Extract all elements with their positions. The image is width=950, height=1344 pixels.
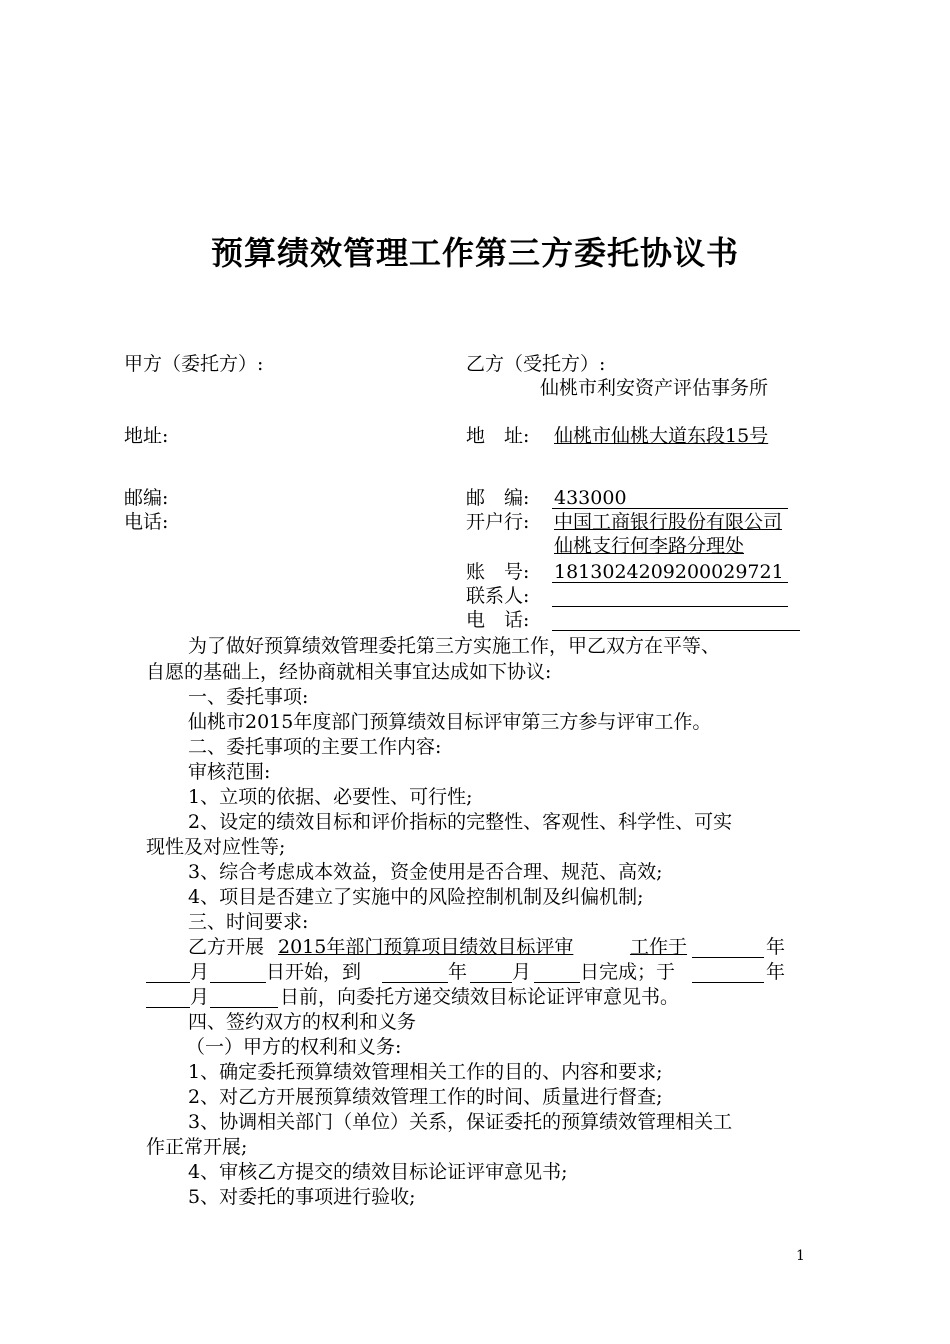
party-b-contact-label: 联系人: xyxy=(466,585,530,607)
section-1-text: 仙桃市2015年度部门预算绩效目标评审第三方参与评审工作。 xyxy=(188,711,712,733)
section-4-item-4: 4、审核乙方提交的绩效目标论证评审意见书; xyxy=(188,1161,568,1183)
blank-year-3 xyxy=(692,982,764,983)
time-line-1-work: 工作于 xyxy=(630,936,688,958)
time-day-start: 日开始，到 xyxy=(266,961,362,983)
blank-month-2 xyxy=(470,982,512,983)
time-line-1-start: 乙方开展 xyxy=(188,936,265,958)
party-b-address-value: 仙桃市仙桃大道东段15号 xyxy=(554,425,769,447)
party-b-bank-value-1: 中国工商银行股份有限公司 xyxy=(554,511,783,533)
section-2-item-2-line-1: 2、设定的绩效目标和评价指标的完整性、客观性、科学性、可实 xyxy=(188,811,733,833)
section-4-sub-1: （一）甲方的权利和义务: xyxy=(186,1036,402,1058)
time-month-1: 月 xyxy=(190,961,210,983)
party-b-postcode-value: 433000 xyxy=(554,487,627,509)
section-4-item-2: 2、对乙方开展预算绩效管理工作的时间、质量进行督查; xyxy=(188,1086,663,1108)
party-b-name: 仙桃市利安资产评估事务所 xyxy=(540,377,769,399)
blank-day-2 xyxy=(534,982,580,983)
blank-day-1 xyxy=(210,982,266,983)
page-number: 1 xyxy=(796,1248,805,1264)
contact-blank-line xyxy=(552,606,788,607)
section-1-title: 一、委托事项: xyxy=(188,686,309,708)
time-line-3-end: 日前，向委托方递交绩效目标论证评审意见书。 xyxy=(280,986,680,1008)
postcode-underline xyxy=(552,508,788,509)
blank-day-3 xyxy=(210,1007,278,1008)
time-year-2: 年 xyxy=(448,961,468,983)
section-4-item-3-line-1: 3、协调相关部门（单位）关系，保证委托的预算绩效管理相关工 xyxy=(188,1111,733,1133)
party-a-label: 甲方（委托方）: xyxy=(124,353,264,375)
time-year-3: 年 xyxy=(766,961,786,983)
party-a-phone-label: 电话: xyxy=(124,511,169,533)
section-4-item-1: 1、确定委托预算绩效管理相关工作的目的、内容和要求; xyxy=(188,1061,663,1083)
intro-line-1: 为了做好预算绩效管理委托第三方实施工作，甲乙双方在平等、 xyxy=(188,635,721,657)
account-underline xyxy=(552,582,788,583)
blank-month-3 xyxy=(146,1007,190,1008)
party-b-postcode-label: 邮 编: xyxy=(466,487,530,509)
party-b-phone-label: 电 话: xyxy=(466,609,530,631)
section-4-item-3-line-2: 作正常开展; xyxy=(146,1136,248,1158)
time-year-1: 年 xyxy=(766,936,786,958)
time-month-2: 月 xyxy=(512,961,532,983)
document-title: 预算绩效管理工作第三方委托协议书 xyxy=(210,234,739,272)
section-2-scope: 审核范围: xyxy=(188,761,271,783)
blank-year-2 xyxy=(382,982,448,983)
time-month-3: 月 xyxy=(190,986,210,1008)
section-2-item-3: 3、综合考虑成本效益，资金使用是否合理、规范、高效; xyxy=(188,861,663,883)
section-2-item-4: 4、项目是否建立了实施中的风险控制机制及纠偏机制; xyxy=(188,886,644,908)
section-2-title: 二、委托事项的主要工作内容: xyxy=(188,736,442,758)
section-3-title: 三、时间要求: xyxy=(188,911,309,933)
intro-line-2: 自愿的基础上，经协商就相关事宜达成如下协议: xyxy=(146,661,552,683)
party-a-postcode-label: 邮编: xyxy=(124,487,169,509)
time-day-done: 日完成；于 xyxy=(580,961,676,983)
party-b-bank-label: 开户行: xyxy=(466,511,530,533)
party-b-address-label: 地 址: xyxy=(466,425,530,447)
time-line-1-project: 2015年部门预算项目绩效目标评审 xyxy=(278,936,574,958)
party-b-label: 乙方（受托方）: xyxy=(466,353,606,375)
party-b-account-label: 账 号: xyxy=(466,561,530,583)
section-4-item-5: 5、对委托的事项进行验收; xyxy=(188,1186,416,1208)
party-b-bank-value-2: 仙桃支行何李路分理处 xyxy=(554,535,745,557)
section-2-item-2-line-2: 现性及对应性等; xyxy=(146,836,286,858)
section-2-item-1: 1、立项的依据、必要性、可行性; xyxy=(188,786,473,808)
section-4-title: 四、签约双方的权利和义务 xyxy=(188,1011,417,1033)
blank-year-1 xyxy=(692,957,764,958)
party-a-address-label: 地址: xyxy=(124,425,169,447)
party-b-account-value: 1813024209200029721 xyxy=(554,561,784,583)
phone-blank-line xyxy=(552,630,800,631)
blank-month-1 xyxy=(146,982,190,983)
